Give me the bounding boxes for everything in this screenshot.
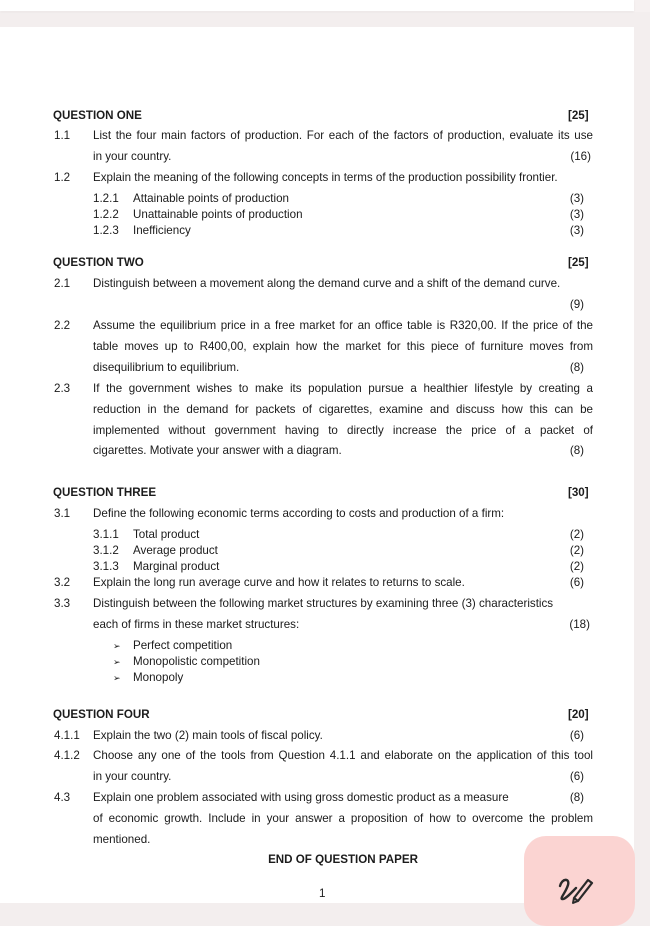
sub-item-marks: (2) — [569, 560, 584, 573]
previous-page-edge — [0, 0, 634, 11]
sub-item-text: Total product — [133, 528, 200, 541]
item-text: Explain the meaning of the following concepts in terms of the production possibility frontier. — [93, 171, 558, 184]
item-marks: (8) — [569, 444, 584, 457]
item-number: 4.1.2 — [54, 749, 80, 762]
item-text: If the government wishes to make its population pursue a healthier lifestyle by creating a — [93, 382, 593, 395]
question-four-marks: [20] — [568, 708, 589, 721]
sub-item-text: Marginal product — [133, 560, 220, 573]
pen-scribble-icon — [556, 868, 596, 908]
item-marks: (18) — [569, 618, 590, 631]
item-marks: (6) — [569, 729, 584, 742]
item-number: 2.3 — [54, 382, 71, 395]
item-text: Explain the long run average curve and how it relates to returns to scale. — [93, 576, 465, 589]
item-text: List the four main factors of production. For each of the factors of production, evaluate its use — [93, 129, 593, 142]
item-text: Distinguish between the following market structures by examining three (3) characteristics — [93, 597, 554, 610]
item-text: Assume the equilibrium price in a free market for an office table is R320,00. If the price of the — [93, 319, 593, 332]
item-number: 2.2 — [54, 319, 71, 332]
item-number: 1.2 — [54, 171, 71, 184]
sub-item-marks: (2) — [569, 528, 584, 541]
bullet-arrow-icon: ➢ — [113, 641, 121, 651]
item-number: 4.1.1 — [54, 729, 80, 742]
page-number: 1 — [319, 887, 326, 900]
item-text: cigarettes. Motivate your answer with a diagram. — [93, 444, 342, 457]
item-text: table moves up to R400,00, explain how the market for this piece of furniture moves from — [93, 340, 593, 353]
sub-item-marks: (3) — [569, 224, 584, 237]
item-text: each of firms in these market structures: — [93, 618, 300, 631]
item-text: in your country. — [93, 770, 172, 783]
bullet-item: Perfect competition — [133, 639, 233, 652]
question-two-heading: QUESTION TWO — [53, 256, 144, 269]
sub-item-text: Inefficiency — [133, 224, 191, 237]
item-text: implemented without government having to directly increase the price of a packet of — [93, 424, 593, 437]
sub-item-marks: (3) — [569, 192, 584, 205]
sub-item-text: Average product — [133, 544, 218, 557]
sub-item-number: 1.2.2 — [93, 208, 119, 221]
item-text: Explain the two (2) main tools of fiscal policy. — [93, 729, 323, 742]
sub-item-number: 3.1.1 — [93, 528, 119, 541]
item-text: in your country. — [93, 150, 172, 163]
question-one-heading: QUESTION ONE — [53, 109, 142, 122]
question-one-marks: [25] — [568, 109, 589, 122]
end-of-paper-text: END OF QUESTION PAPER — [268, 853, 418, 866]
sub-item-number: 3.1.3 — [93, 560, 119, 573]
item-text: of economic growth. Include in your answer a proposition of how to overcome the problem — [93, 812, 593, 825]
item-marks: (9) — [569, 298, 584, 311]
item-number: 3.3 — [54, 597, 71, 610]
item-number: 3.1 — [54, 507, 71, 520]
item-marks: (8) — [569, 361, 584, 374]
sub-item-number: 3.1.2 — [93, 544, 119, 557]
question-three-marks: [30] — [568, 486, 589, 499]
item-text: Define the following economic terms according to costs and production of a firm: — [93, 507, 505, 520]
document-page — [0, 27, 634, 903]
question-two-marks: [25] — [568, 256, 589, 269]
item-number: 2.1 — [54, 277, 71, 290]
annotate-button[interactable] — [524, 836, 635, 926]
bullet-arrow-icon: ➢ — [113, 657, 121, 667]
item-number: 4.3 — [54, 791, 71, 804]
item-marks: (6) — [569, 770, 584, 783]
item-text: Distinguish between a movement along the demand curve and a shift of the demand curve. — [93, 277, 561, 290]
item-marks: (16) — [570, 150, 591, 163]
sub-item-number: 1.2.1 — [93, 192, 119, 205]
sub-item-number: 1.2.3 — [93, 224, 119, 237]
item-text: mentioned. — [93, 833, 151, 846]
bullet-arrow-icon: ➢ — [113, 673, 121, 683]
item-text: reduction in the demand for packets of cigarettes, examine and discuss how this can be — [93, 403, 593, 416]
item-number: 3.2 — [54, 576, 71, 589]
item-text: disequilibrium to equilibrium. — [93, 361, 240, 374]
sub-item-text: Attainable points of production — [133, 192, 289, 205]
question-three-heading: QUESTION THREE — [53, 486, 157, 499]
bullet-item: Monopoly — [133, 671, 184, 684]
sub-item-marks: (2) — [569, 544, 584, 557]
bullet-item: Monopolistic competition — [133, 655, 260, 668]
item-marks: (8) — [569, 791, 584, 804]
item-text: Choose any one of the tools from Question 4.1.1 and elaborate on the application of this tool — [93, 749, 593, 762]
question-four-heading: QUESTION FOUR — [53, 708, 150, 721]
sub-item-text: Unattainable points of production — [133, 208, 303, 221]
item-number: 1.1 — [54, 129, 71, 142]
sub-item-marks: (3) — [569, 208, 584, 221]
item-marks: (6) — [569, 576, 584, 589]
item-text: Explain one problem associated with using gross domestic product as a measure — [93, 791, 509, 804]
